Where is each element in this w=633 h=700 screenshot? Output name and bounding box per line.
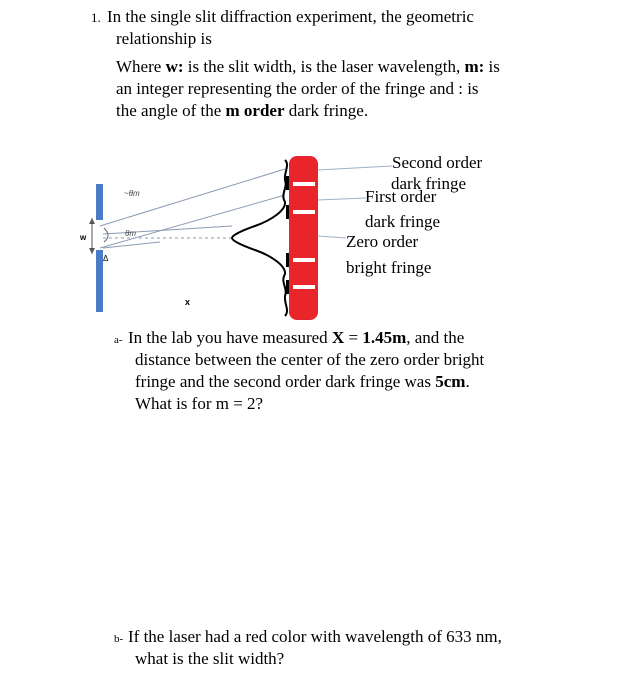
pattern-bar-4	[286, 280, 289, 294]
slit-upper-barrier	[96, 184, 103, 220]
leader-zero-order	[318, 236, 346, 238]
part-a-line4: What is for m = 2?	[135, 394, 264, 413]
part-a-line3: fringe and the second order dark fringe was 5cm.	[135, 372, 470, 391]
part-b-marker: b-	[114, 633, 124, 645]
label-dark-fringe-second: dark fringe	[391, 174, 467, 193]
definition-line3: the angle of the m order dark fringe.	[116, 101, 369, 120]
label-zero-order: Zero order	[346, 232, 419, 251]
ray-upper-bottom	[100, 195, 285, 248]
definition-line2: an integer representing the order of the fringe and : is	[116, 79, 479, 98]
dark-fringe-4	[293, 285, 315, 289]
label-bright-fringe: bright fringe	[346, 258, 432, 277]
label-dark-fringe-first: dark fringe	[365, 212, 441, 231]
question-intro-line2: relationship is	[116, 29, 212, 48]
pattern-bar-3	[286, 253, 289, 267]
question-number: 1.	[91, 10, 101, 25]
dark-fringe-1	[293, 182, 315, 186]
ray-center-upper	[103, 226, 232, 234]
part-b-line1: If the laser had a red color with wavelength of 633 nm,	[128, 627, 502, 646]
pattern-bar-2	[286, 205, 289, 219]
theta-lower-label: θm	[125, 229, 137, 238]
angle-arc	[104, 228, 108, 242]
pattern-bar-1	[286, 176, 289, 190]
part-a-line1: In the lab you have measured X = 1.45m, and the	[128, 328, 465, 347]
definition-text-1: Where w: is the slit width, is the laser wavelength, m: is	[116, 57, 500, 76]
part-a-line2: distance between the center of the zero order bright	[135, 350, 485, 369]
w-arrow-bottom	[89, 248, 95, 254]
w-arrow-top	[89, 218, 95, 224]
leader-second-order	[318, 166, 392, 170]
definition-line1	[116, 56, 500, 77]
dark-fringe-3	[293, 258, 315, 262]
intensity-pattern	[232, 160, 287, 316]
question-intro-line1: In the single slit diffraction experiment, the geometric	[107, 7, 474, 26]
diffraction-diagram	[0, 150, 633, 325]
x-label: x	[185, 297, 191, 307]
part-a-marker: a-	[114, 334, 123, 346]
dark-fringe-2	[293, 210, 315, 214]
slit-lower-barrier	[96, 250, 103, 312]
label-first-order: First order	[365, 187, 437, 206]
leader-first-order	[318, 198, 366, 200]
delta-label: Δ	[103, 254, 109, 263]
theta-upper-label: ~θm	[124, 189, 140, 198]
w-label: w	[80, 233, 87, 242]
fringe-screen	[289, 156, 318, 320]
label-second-order: Second order	[392, 153, 483, 172]
part-b-line2: what is the slit width?	[135, 649, 285, 668]
